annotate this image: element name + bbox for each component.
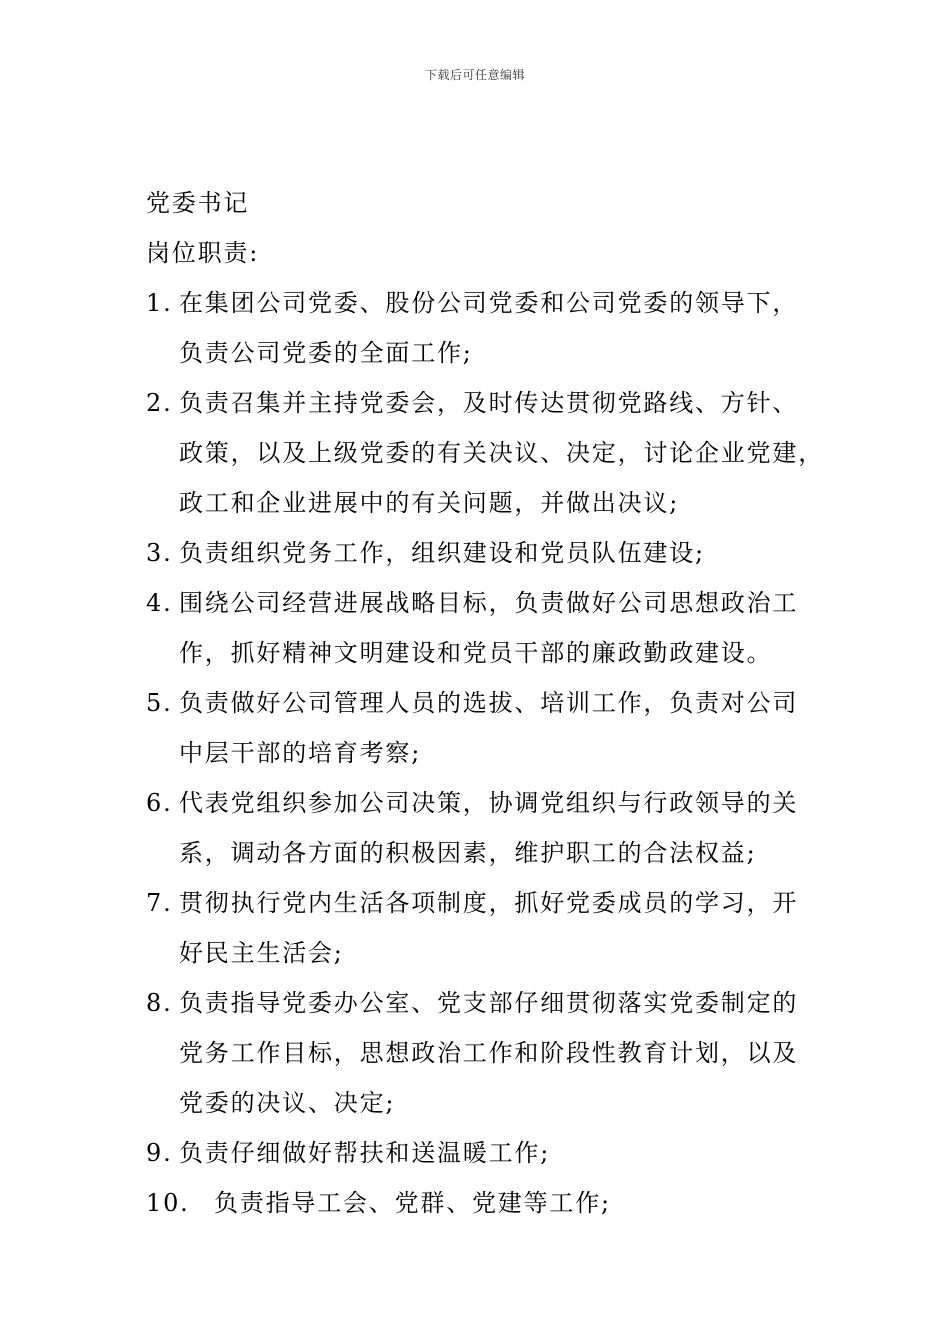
section-label: 岗位职责: — [146, 239, 260, 267]
item-number: 8. — [146, 989, 173, 1017]
item-text-line: 政策，以及上级党委的有关决议、决定，讨论企业党建， — [179, 439, 824, 467]
item-text-line: 负责召集并主持党委会，及时传达贯彻党路线、方针、 — [179, 389, 799, 417]
item-number: 7. — [146, 889, 173, 917]
item-text-line: 政工和企业进展中的有关问题，并做出决议; — [179, 489, 680, 517]
list-item-9 — [146, 1128, 836, 1178]
header-note: 下载后可任意编辑 — [424, 68, 525, 82]
item-number: 5. — [146, 689, 173, 717]
item-text-line: 负责指导工会、党群、党建等工作; — [214, 1189, 611, 1217]
list-item-5 — [146, 678, 836, 778]
document-body — [146, 178, 836, 1228]
item-number: 4. — [146, 589, 173, 617]
list-item-1 — [146, 278, 836, 378]
item-text-line: 负责组织党务工作，组织建设和党员队伍建设; — [179, 539, 705, 567]
item-number: 9. — [146, 1139, 173, 1167]
document-title: 党委书记 — [146, 189, 250, 217]
item-text-line: 党务工作目标，思想政治工作和阶段性教育计划，以及 — [179, 1039, 799, 1067]
list-item-7 — [146, 878, 836, 978]
item-number: 3. — [146, 539, 173, 567]
list-item-6 — [146, 778, 836, 878]
item-text-line: 负责做好公司管理人员的选拔、培训工作，负责对公司 — [179, 689, 799, 717]
item-text-line: 中层干部的培育考察; — [179, 739, 422, 767]
item-text-line: 作，抓好精神文明建设和党员干部的廉政勤政建设。 — [179, 639, 773, 667]
item-text-line: 党委的决议、决定; — [179, 1089, 396, 1117]
item-number: 2. — [146, 389, 173, 417]
item-text-line: 贯彻执行党内生活各项制度，抓好党委成员的学习，开 — [179, 889, 799, 917]
item-text-line: 系，调动各方面的积极因素，维护职工的合法权益; — [179, 839, 757, 867]
item-text-line: 负责仔细做好帮扶和送温暖工作; — [179, 1139, 551, 1167]
list-item-10 — [146, 1178, 836, 1228]
item-text-line: 围绕公司经营进展战略目标，负责做好公司思想政治工 — [179, 589, 799, 617]
list-item-8 — [146, 978, 836, 1128]
item-number: 1. — [146, 289, 173, 317]
list-item-3 — [146, 528, 836, 578]
item-text-line: 负责指导党委办公室、党支部仔细贯彻落实党委制定的 — [179, 989, 799, 1017]
list-item-4 — [146, 578, 836, 678]
list-item-2 — [146, 378, 836, 528]
item-text-line: 代表党组织参加公司决策，协调党组织与行政领导的关 — [179, 789, 799, 817]
item-number: 6. — [146, 789, 173, 817]
item-text-line: 好民主生活会; — [179, 939, 344, 967]
item-text-line: 负责公司党委的全面工作; — [179, 339, 473, 367]
item-number: 10. — [146, 1189, 190, 1217]
item-text-line: 在集团公司党委、股份公司党委和公司党委的领导下， — [179, 289, 799, 317]
